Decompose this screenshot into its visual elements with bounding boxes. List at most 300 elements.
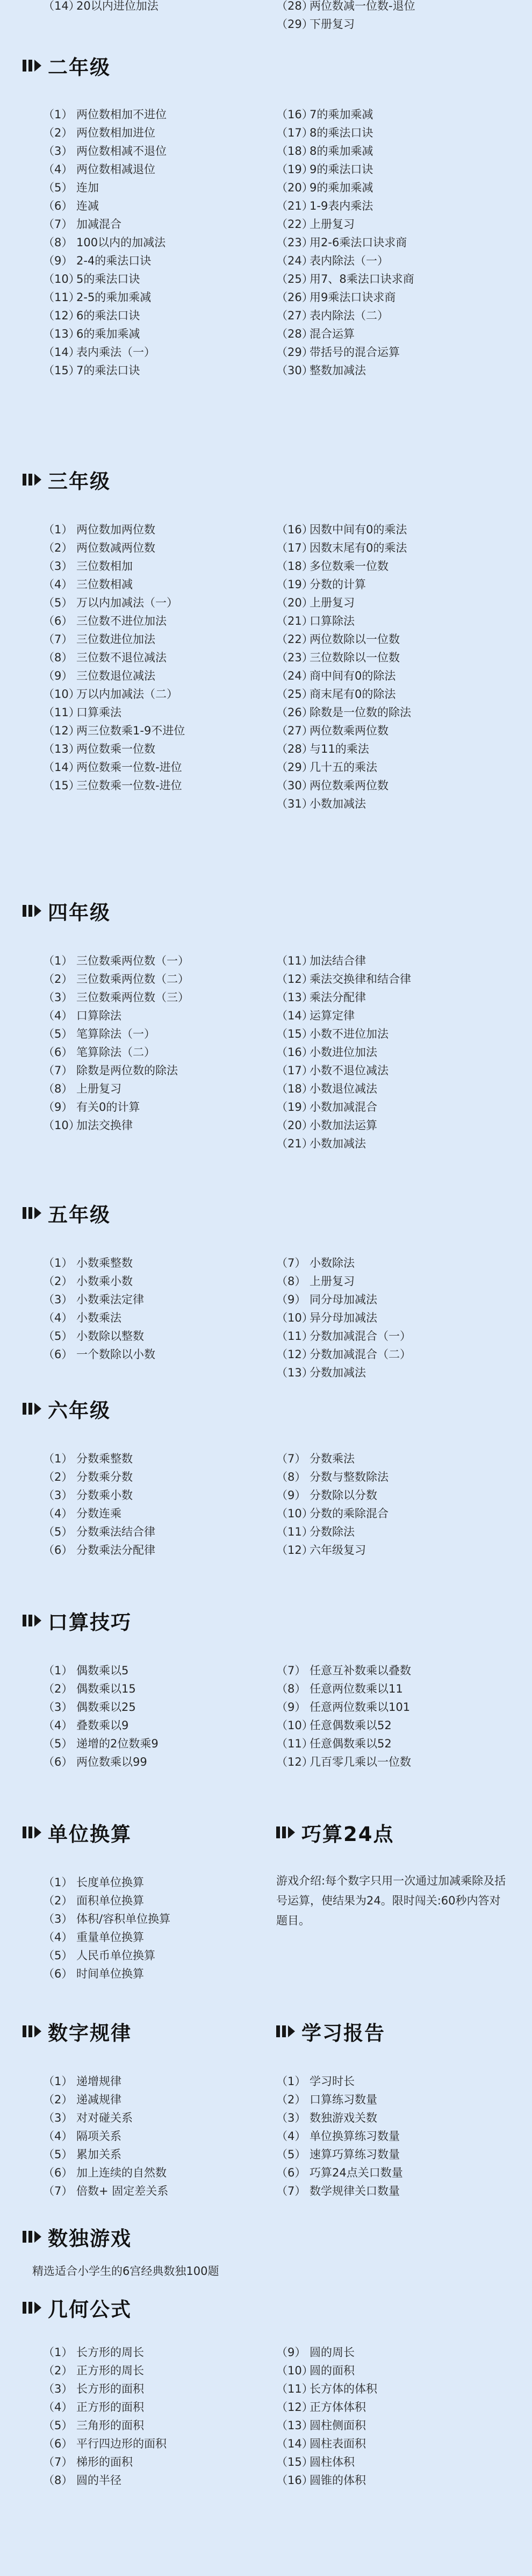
- item-number: （2）: [43, 1682, 73, 1695]
- list-item[interactable]: [276, 988, 411, 1007]
- list-item[interactable]: [21, 2109, 168, 2127]
- item-label: 两位数减一位数-退位: [310, 0, 415, 12]
- item-label: 分数乘分数: [76, 1471, 133, 1483]
- list-item[interactable]: [276, 124, 414, 142]
- list-item[interactable]: [21, 1345, 155, 1364]
- item-number: （16）: [276, 523, 313, 536]
- list-item[interactable]: [21, 703, 185, 722]
- list-item[interactable]: [276, 2435, 377, 2453]
- list-item[interactable]: [21, 105, 167, 124]
- item-number: （19）: [276, 1101, 313, 1114]
- list-item[interactable]: [276, 776, 411, 795]
- item-number: （13）: [276, 1366, 313, 1379]
- list-item[interactable]: [21, 1661, 159, 1680]
- list-item[interactable]: [276, 1364, 411, 1382]
- list-item[interactable]: [276, 722, 411, 740]
- item-number: （16）: [276, 2474, 313, 2487]
- item-label: 小数不进位加法: [310, 1027, 389, 1040]
- list-item[interactable]: [276, 306, 414, 325]
- list-item[interactable]: [276, 1134, 411, 1153]
- list-item[interactable]: [21, 2343, 167, 2361]
- section-marker-icon: [23, 1207, 41, 1219]
- list-item[interactable]: [276, 970, 411, 988]
- list-item[interactable]: [21, 2182, 168, 2200]
- list-item[interactable]: [276, 2361, 377, 2380]
- list-item[interactable]: [276, 1504, 389, 1523]
- list-item[interactable]: [276, 1098, 411, 1116]
- item-label: 小数乘法定律: [76, 1293, 144, 1306]
- list-item[interactable]: [276, 2109, 403, 2127]
- item-label: 分数加减混合（一）: [310, 1330, 411, 1343]
- item-label: 表内乘法（一）: [76, 346, 155, 359]
- list-item[interactable]: [276, 1272, 411, 1290]
- section-grade-2: [0, 49, 532, 447]
- item-label: 分数除以分数: [310, 1489, 377, 1502]
- list-item[interactable]: [276, 1680, 411, 1698]
- list-item[interactable]: [276, 343, 414, 361]
- item-number: （3）: [43, 2382, 73, 2395]
- item-label: 正方形的周长: [76, 2364, 144, 2377]
- sudoku-description: 精选适合小学生的6宫经典数独100题: [32, 2265, 219, 2278]
- list-item[interactable]: [21, 124, 167, 142]
- list-item[interactable]: [21, 1698, 159, 1716]
- list-item[interactable]: [21, 1735, 159, 1753]
- item-label: 乘法交换律和结合律: [310, 973, 411, 986]
- list-item[interactable]: [21, 1873, 170, 1892]
- section-grade-4: [0, 895, 532, 1196]
- list-item[interactable]: [276, 1043, 411, 1061]
- item-number: （1）: [43, 954, 73, 967]
- item-number: （18）: [276, 560, 313, 573]
- list-item[interactable]: [21, 952, 189, 970]
- list-item[interactable]: [276, 233, 414, 252]
- item-number: （20）: [276, 596, 313, 609]
- list-item[interactable]: [21, 776, 185, 795]
- item-label: 几十五的乘法: [310, 761, 377, 774]
- list-item[interactable]: [276, 0, 415, 15]
- item-label: 小数加减法: [310, 1137, 366, 1150]
- list-item[interactable]: [276, 952, 411, 970]
- list-item[interactable]: [21, 306, 167, 325]
- list-item[interactable]: [276, 1523, 389, 1541]
- section-title: 几何公式: [48, 2298, 132, 2321]
- list-item[interactable]: [276, 2090, 403, 2109]
- section-header-unit: [23, 1816, 132, 1849]
- list-item[interactable]: [21, 970, 189, 988]
- item-label: 小数退位减法: [310, 1082, 377, 1095]
- list-item[interactable]: [276, 685, 411, 703]
- list-item[interactable]: [276, 160, 414, 179]
- item-label: 长度单位换算: [76, 1876, 144, 1889]
- list-item[interactable]: [21, 1450, 155, 1468]
- item-number: （6）: [43, 1544, 73, 1557]
- list-item[interactable]: [276, 2398, 377, 2416]
- list-item[interactable]: [276, 667, 411, 685]
- list-item[interactable]: [21, 1254, 155, 1272]
- section-marker-icon: [276, 2025, 295, 2037]
- list-item[interactable]: [21, 1680, 159, 1698]
- list-item[interactable]: [21, 2127, 168, 2145]
- item-label: 正方形的面积: [76, 2401, 144, 2414]
- list-item[interactable]: [21, 1080, 189, 1098]
- item-label: 任意偶数乘以52: [310, 1719, 392, 1732]
- item-number: （3）: [43, 991, 73, 1004]
- unit-column: [21, 1873, 170, 1983]
- list-item[interactable]: [21, 539, 185, 557]
- list-item[interactable]: [21, 2416, 167, 2435]
- list-item[interactable]: [21, 2380, 167, 2398]
- list-item[interactable]: [21, 1504, 155, 1523]
- item-number: （7）: [43, 1064, 73, 1077]
- list-item[interactable]: [21, 1043, 189, 1061]
- item-number: （13）: [276, 2419, 313, 2432]
- list-item[interactable]: [21, 2072, 168, 2090]
- grade-5-left-column: [21, 1254, 155, 1364]
- list-item[interactable]: [21, 648, 185, 667]
- item-label: 小数乘小数: [76, 1275, 133, 1288]
- item-label: 除数是一位数的除法: [310, 706, 411, 719]
- list-item[interactable]: [276, 105, 414, 124]
- list-item[interactable]: [21, 1946, 170, 1965]
- item-label: 圆的面积: [310, 2364, 355, 2377]
- item-label: 分数乘法分配律: [76, 1544, 155, 1557]
- item-label: 分数的计算: [310, 578, 366, 591]
- grade-3-right-column: [276, 520, 411, 813]
- list-item[interactable]: [276, 270, 414, 288]
- list-item[interactable]: [21, 722, 185, 740]
- item-number: （8）: [276, 1471, 306, 1483]
- list-item[interactable]: [21, 288, 167, 306]
- list-item[interactable]: [21, 270, 167, 288]
- item-label: 几百零几乘以一位数: [310, 1756, 411, 1768]
- list-item[interactable]: [276, 2164, 403, 2182]
- section-title: 学习报告: [301, 2022, 385, 2045]
- item-number: （4）: [43, 163, 73, 176]
- list-item[interactable]: [21, 142, 167, 160]
- grade-4-right-column: [276, 952, 411, 1153]
- list-item[interactable]: [276, 1116, 411, 1134]
- list-item[interactable]: [276, 1753, 411, 1771]
- list-item[interactable]: [276, 252, 414, 270]
- list-item[interactable]: [21, 215, 167, 233]
- list-item[interactable]: [21, 160, 167, 179]
- grade-2-right-column: [276, 105, 414, 380]
- 24-points-description: 游戏介绍:每个数字只用一次通过加减乘除及括号运算，使结果为24。限时闯关:60秒内答对题目。: [276, 1874, 506, 1927]
- item-label: 小数加减法: [310, 797, 366, 810]
- item-number: （5）: [43, 1525, 73, 1538]
- item-number: （9）: [276, 1701, 306, 1714]
- list-item[interactable]: [21, 343, 167, 361]
- list-item[interactable]: [21, 2361, 167, 2380]
- item-label: 小数除以整数: [76, 1330, 144, 1343]
- list-item[interactable]: [276, 1061, 411, 1080]
- item-label: 三位数乘一位数-进位: [76, 779, 182, 792]
- section-header-24-points: [276, 1816, 394, 1849]
- list-item[interactable]: [21, 197, 167, 215]
- list-item[interactable]: [276, 1290, 411, 1309]
- item-number: （10）: [276, 1311, 313, 1324]
- item-number: （8）: [43, 2474, 73, 2487]
- list-item[interactable]: [21, 1116, 189, 1134]
- item-label: 与11的乘法: [310, 743, 369, 755]
- item-label: 圆的周长: [310, 2346, 355, 2359]
- item-label: 梯形的面积: [76, 2456, 133, 2468]
- list-item[interactable]: [276, 1450, 389, 1468]
- item-number: （5）: [43, 1737, 73, 1750]
- item-number: （14）: [43, 0, 80, 12]
- item-label: 隔项关系: [76, 2130, 121, 2143]
- list-item[interactable]: [276, 197, 414, 215]
- list-item[interactable]: [21, 1928, 170, 1946]
- list-item[interactable]: [21, 179, 167, 197]
- list-item[interactable]: [21, 1025, 189, 1043]
- list-item[interactable]: [21, 325, 167, 343]
- item-number: （2）: [43, 973, 73, 986]
- item-number: （1）: [43, 1664, 73, 1677]
- list-item[interactable]: [21, 988, 189, 1007]
- item-number: （13）: [43, 743, 80, 755]
- item-number: （12）: [276, 2401, 313, 2414]
- item-label: 因数末尾有0的乘法: [310, 541, 407, 554]
- item-label: 口算除法: [310, 615, 355, 627]
- item-label: 偶数乘以25: [76, 1701, 136, 1714]
- list-item[interactable]: [276, 1007, 411, 1025]
- list-item[interactable]: [21, 1486, 155, 1504]
- item-number: （2）: [43, 2093, 73, 2106]
- item-number: （25）: [276, 273, 313, 286]
- item-number: （29）: [276, 346, 313, 359]
- list-item[interactable]: [21, 0, 159, 15]
- list-item[interactable]: [276, 2416, 377, 2435]
- list-item[interactable]: [21, 1272, 155, 1290]
- item-number: （15）: [276, 2456, 313, 2468]
- item-number: （5）: [43, 1949, 73, 1962]
- list-item[interactable]: [276, 325, 414, 343]
- item-number: （2）: [43, 126, 73, 139]
- item-number: （2）: [43, 2364, 73, 2377]
- item-number: （6）: [43, 199, 73, 212]
- list-item[interactable]: [276, 594, 411, 612]
- list-item[interactable]: [276, 612, 411, 630]
- item-label: 两位数乘两位数: [310, 779, 389, 792]
- list-item[interactable]: [276, 2380, 377, 2398]
- list-item[interactable]: [276, 2343, 377, 2361]
- list-item[interactable]: [276, 361, 414, 380]
- list-item[interactable]: [276, 2145, 403, 2164]
- list-item[interactable]: [276, 15, 415, 33]
- item-number: （17）: [276, 126, 313, 139]
- item-label: 100以内的加减法: [76, 236, 166, 249]
- list-item[interactable]: [21, 1061, 189, 1080]
- list-item[interactable]: [21, 1098, 189, 1116]
- list-item[interactable]: [276, 1345, 411, 1364]
- list-item[interactable]: [276, 1080, 411, 1098]
- item-label: 加法交换律: [76, 1119, 133, 1132]
- item-number: （30）: [276, 364, 313, 377]
- item-number: （22）: [276, 633, 313, 646]
- item-label: 6的乘加乘减: [76, 327, 140, 340]
- list-item[interactable]: [21, 1753, 159, 1771]
- list-item[interactable]: [276, 1254, 411, 1272]
- list-item[interactable]: [21, 1523, 155, 1541]
- list-item[interactable]: [276, 1468, 389, 1486]
- list-item[interactable]: [276, 703, 411, 722]
- section-grade-5: [0, 1197, 532, 1396]
- item-label: 长方形的周长: [76, 2346, 144, 2359]
- list-item[interactable]: [21, 2090, 168, 2109]
- list-item[interactable]: [21, 1290, 155, 1309]
- item-number: （28）: [276, 743, 313, 755]
- list-item[interactable]: [21, 1892, 170, 1910]
- list-item[interactable]: [21, 1309, 155, 1327]
- item-number: （3）: [43, 1293, 73, 1306]
- list-item[interactable]: [276, 288, 414, 306]
- list-item[interactable]: [21, 758, 185, 776]
- list-item[interactable]: [276, 142, 414, 160]
- list-item[interactable]: [21, 1468, 155, 1486]
- list-item[interactable]: [276, 2471, 377, 2489]
- list-item[interactable]: [276, 179, 414, 197]
- list-item[interactable]: [21, 1716, 159, 1735]
- item-label: 8的乘法口诀: [310, 126, 373, 139]
- item-number: （12）: [43, 724, 80, 737]
- section-title: 三年级: [48, 470, 111, 493]
- item-number: （12）: [43, 309, 80, 322]
- item-label: 运算定律: [310, 1009, 355, 1022]
- list-item[interactable]: [21, 2471, 167, 2489]
- list-item[interactable]: [276, 1486, 389, 1504]
- list-item[interactable]: [276, 215, 414, 233]
- list-item[interactable]: [21, 630, 185, 648]
- list-item[interactable]: [21, 1327, 155, 1345]
- item-label: 上册复习: [310, 218, 355, 231]
- item-number: （18）: [276, 145, 313, 158]
- list-item[interactable]: [21, 520, 185, 539]
- list-item[interactable]: [21, 1965, 170, 1983]
- list-item[interactable]: [21, 2164, 168, 2182]
- list-item[interactable]: [21, 667, 185, 685]
- list-item[interactable]: [21, 557, 185, 575]
- list-item[interactable]: [276, 1661, 411, 1680]
- item-number: （4）: [276, 2130, 306, 2143]
- list-item[interactable]: [21, 2435, 167, 2453]
- section-marker-icon: [23, 2231, 41, 2243]
- item-label: 连加: [76, 181, 99, 194]
- list-item[interactable]: [276, 1327, 411, 1345]
- item-number: （6）: [43, 2437, 73, 2450]
- list-item[interactable]: [276, 1716, 411, 1735]
- item-label: 任意互补数乘以叠数: [310, 1664, 411, 1677]
- item-label: 任意偶数乘以52: [310, 1737, 392, 1750]
- list-item[interactable]: [21, 685, 185, 703]
- section-marker-icon: [23, 474, 41, 486]
- section-marker-icon: [23, 60, 41, 72]
- list-item[interactable]: [276, 1735, 411, 1753]
- list-item[interactable]: [21, 594, 185, 612]
- list-item[interactable]: [21, 575, 185, 594]
- item-label: 三位数乘两位数（一）: [76, 954, 189, 967]
- list-item[interactable]: [276, 795, 411, 813]
- list-item[interactable]: [276, 2127, 403, 2145]
- item-number: （4）: [43, 1311, 73, 1324]
- section-marker-icon: [23, 2302, 41, 2314]
- list-item[interactable]: [276, 1698, 411, 1716]
- list-item[interactable]: [276, 630, 411, 648]
- section-sudoku: [0, 2221, 532, 2290]
- item-number: （13）: [276, 991, 313, 1004]
- section-header-report: [276, 2015, 385, 2047]
- item-label: 两位数相减退位: [76, 163, 155, 176]
- item-label: 长方体的体积: [310, 2382, 377, 2395]
- item-label: 分数乘整数: [76, 1452, 133, 1465]
- section-marker-icon: [276, 1826, 295, 1838]
- list-item[interactable]: [276, 1541, 389, 1559]
- list-item[interactable]: [21, 1541, 155, 1559]
- item-number: （1）: [43, 1257, 73, 1269]
- item-number: （5）: [43, 1330, 73, 1343]
- item-number: （10）: [276, 2364, 313, 2377]
- item-number: （12）: [276, 1348, 313, 1361]
- list-item[interactable]: [276, 2182, 403, 2200]
- item-label: 三位数进位加法: [76, 633, 155, 646]
- item-number: （5）: [43, 596, 73, 609]
- list-item[interactable]: [276, 2453, 377, 2471]
- item-label: 商末尾有0的除法: [310, 688, 396, 701]
- item-label: 加上连续的自然数: [76, 2166, 167, 2179]
- list-item[interactable]: [276, 1025, 411, 1043]
- list-item[interactable]: [21, 1910, 170, 1928]
- item-label: 分数加减混合（二）: [310, 1348, 411, 1361]
- list-item[interactable]: [21, 233, 167, 252]
- item-label: 小数乘整数: [76, 1257, 133, 1269]
- list-item[interactable]: [21, 612, 185, 630]
- list-item[interactable]: [21, 2145, 168, 2164]
- item-label: 人民币单位换算: [76, 1949, 155, 1962]
- item-label: 数独游戏关数: [310, 2111, 377, 2124]
- item-label: 用2-6乘法口诀求商: [310, 236, 407, 249]
- item-number: （17）: [276, 1064, 313, 1077]
- list-item[interactable]: [276, 520, 411, 539]
- list-item[interactable]: [276, 2072, 403, 2090]
- item-label: 递增规律: [76, 2075, 121, 2088]
- item-number: （23）: [276, 651, 313, 664]
- section-marker-icon: [23, 2025, 41, 2037]
- list-item[interactable]: [276, 758, 411, 776]
- list-item[interactable]: [21, 2398, 167, 2416]
- item-number: （22）: [276, 218, 313, 231]
- item-number: （2）: [43, 1471, 73, 1483]
- list-item[interactable]: [21, 740, 185, 758]
- list-item[interactable]: [276, 539, 411, 557]
- list-item[interactable]: [21, 252, 167, 270]
- list-item[interactable]: [21, 1007, 189, 1025]
- list-item[interactable]: [21, 361, 167, 380]
- list-item[interactable]: [276, 740, 411, 758]
- section-header: [23, 1393, 111, 1425]
- list-item[interactable]: [276, 1309, 411, 1327]
- item-label: 上册复习: [310, 596, 355, 609]
- list-item[interactable]: [21, 2453, 167, 2471]
- list-item[interactable]: [276, 648, 411, 667]
- item-label: 分数除法: [310, 1525, 355, 1538]
- list-item[interactable]: [276, 575, 411, 594]
- item-label: 学习时长: [310, 2075, 355, 2088]
- item-label: 圆柱表面积: [310, 2437, 366, 2450]
- item-label: 用9乘法口诀求商: [310, 291, 396, 304]
- item-number: （2）: [276, 2093, 306, 2106]
- item-number: （4）: [43, 1009, 73, 1022]
- list-item[interactable]: [276, 557, 411, 575]
